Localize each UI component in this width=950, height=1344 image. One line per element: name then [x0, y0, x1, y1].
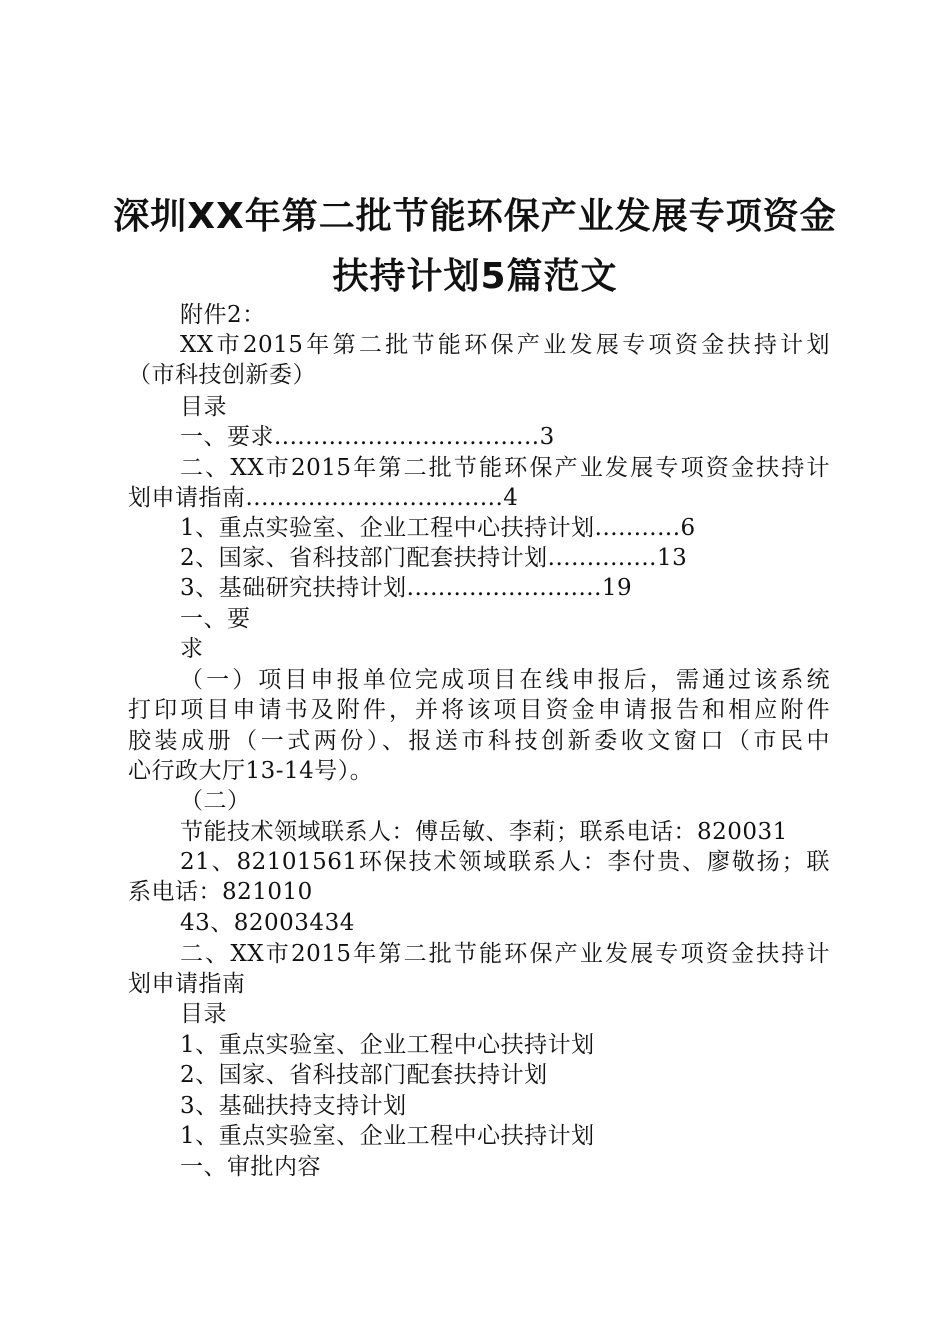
- text-line: 21、82101561环保技术领域联系人：李付贵、廖敬扬；联: [180, 849, 830, 875]
- text-line: 3、基础扶持支持计划: [180, 1093, 407, 1119]
- section-heading: 二、XX市2015年第二批节能环保产业发展专项资金扶持计: [180, 941, 830, 967]
- text-line: 心行政大厅13-14号）。: [128, 758, 374, 784]
- text-line: 系电话：821010: [128, 879, 313, 905]
- text-line: 2、国家、省科技部门配套扶持计划: [180, 1062, 548, 1088]
- document-title-line-2: 扶持计划5篇范文: [332, 256, 618, 297]
- text-line: XX市2015年第二批节能环保产业发展专项资金扶持计划: [180, 332, 830, 358]
- text-line: 附件2：: [180, 302, 266, 328]
- document-title-line-1: 深圳XX年第二批节能环保产业发展专项资金: [113, 196, 837, 237]
- text-line: 目录: [180, 394, 227, 420]
- text-line: 胶装成册（一式两份）、报送市科技创新委收文窗口（市民中: [128, 728, 830, 754]
- toc-entry: 3、基础研究扶持计划.........................19: [180, 575, 633, 601]
- text-line: （市科技创新委）: [128, 362, 316, 388]
- text-line: （一）项目申报单位完成项目在线申报后，需通过该系统: [180, 667, 830, 693]
- toc-entry: 划申请指南.................................4: [128, 485, 519, 511]
- text-line: 目录: [180, 1001, 227, 1027]
- section-heading: 一、要: [180, 606, 251, 632]
- text-line: 1、重点实验室、企业工程中心扶持计划: [180, 1123, 595, 1149]
- text-line: 打印项目申请书及附件，并将该项目资金申请报告和相应附件: [128, 697, 830, 723]
- toc-entry: 二、XX市2015年第二批节能环保产业发展专项资金扶持计: [180, 455, 830, 481]
- toc-entry: 一、要求..................................3: [180, 424, 555, 450]
- section-heading: 求: [180, 636, 204, 662]
- text-line: 节能技术领域联系人：傅岳敏、李莉；联系电话：820031: [180, 819, 788, 845]
- text-line: 43、82003434: [180, 910, 355, 936]
- toc-entry: 1、重点实验室、企业工程中心扶持计划...........6: [180, 515, 696, 541]
- text-line: 一、审批内容: [180, 1154, 321, 1180]
- text-line: 1、重点实验室、企业工程中心扶持计划: [180, 1032, 595, 1058]
- toc-entry: 2、国家、省科技部门配套扶持计划..............13: [180, 545, 688, 571]
- section-heading: 划申请指南: [128, 971, 246, 997]
- text-line: （二）: [180, 788, 251, 814]
